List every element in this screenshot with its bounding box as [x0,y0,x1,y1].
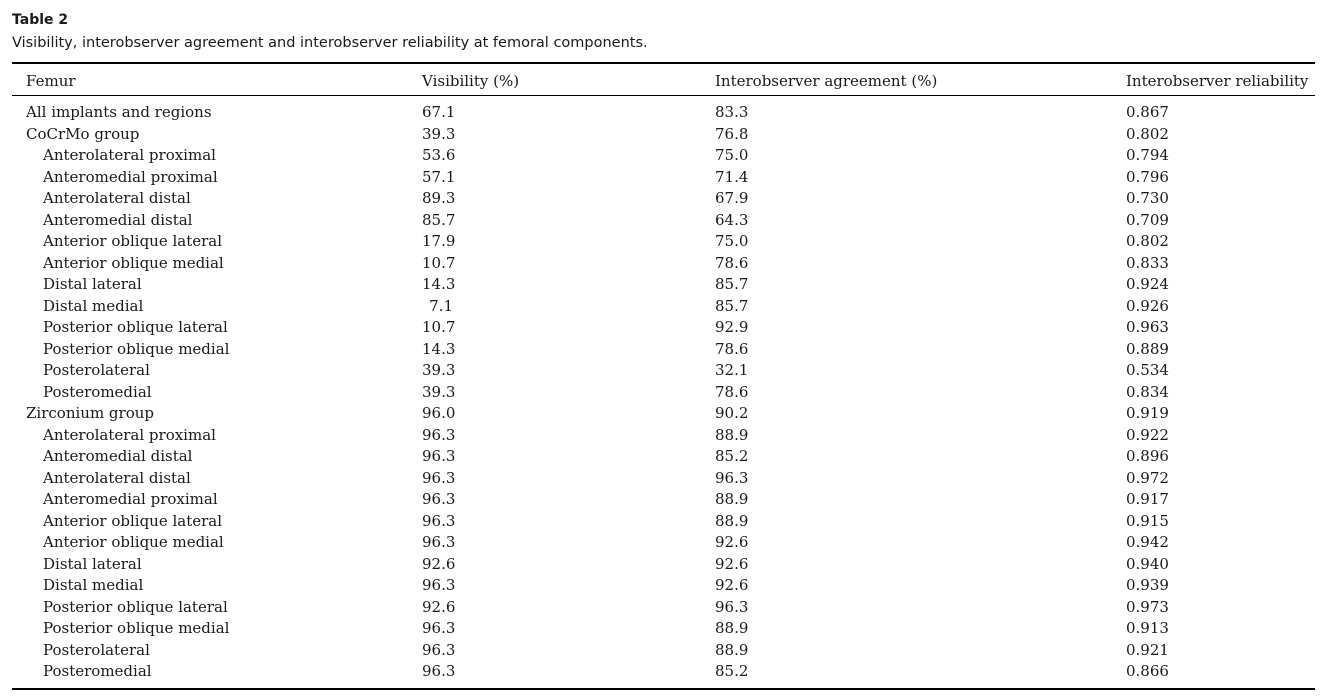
cell-region: Distal medial [43,296,144,315]
cell-visibility: 92.6 [422,597,456,616]
table-row [0,360,1328,382]
cell-agreement: 85.2 [715,447,749,465]
cell-agreement: 96.3 [715,597,749,616]
cell-agreement: 92.9 [715,318,749,336]
table-row [0,382,1328,404]
cell-visibility: 53.6 [422,146,456,164]
cell-region: Anteromedial distal [43,210,193,229]
cell-visibility: 17.9 [422,232,456,250]
cell-reliability: 0.802 [1126,232,1169,250]
cell-region: Distal lateral [43,554,142,573]
table-row [0,231,1328,253]
cell-region: Distal lateral [43,275,142,293]
cell-region: Posterior oblique medial [43,339,230,358]
cell-agreement: 78.6 [715,339,749,358]
cell-reliability: 0.921 [1126,640,1169,659]
table-row [0,597,1328,619]
table-row [0,188,1328,210]
cell-region: Anteromedial proximal [43,167,218,186]
cell-visibility: 96.3 [422,533,456,551]
cell-reliability: 0.972 [1126,468,1169,487]
cell-agreement: 64.3 [715,210,749,229]
cell-reliability: 0.922 [1126,425,1169,444]
cell-agreement: 76.8 [715,124,749,143]
cell-reliability: 0.973 [1126,597,1169,616]
cell-reliability: 0.919 [1126,404,1169,422]
cell-agreement: 92.6 [715,554,749,573]
cell-reliability: 0.802 [1126,124,1169,143]
table-row [0,167,1328,189]
table-row [0,661,1328,683]
cell-agreement: 88.9 [715,640,749,659]
cell-agreement: 78.6 [715,382,749,401]
cell-reliability: 0.834 [1126,382,1169,401]
cell-visibility: 96.3 [422,511,456,530]
cell-reliability: 0.866 [1126,662,1169,680]
cell-visibility: 10.7 [422,318,456,336]
cell-agreement: 83.3 [715,103,749,121]
cell-agreement: 67.9 [715,189,749,207]
cell-visibility: 39.3 [422,361,456,379]
cell-region: Anteromedial distal [43,447,193,465]
cell-visibility: 14.3 [422,339,456,358]
header-interobserver-reliability: Interobserver reliability [1126,72,1309,90]
cell-visibility: 96.3 [422,468,456,487]
cell-agreement: 90.2 [715,404,749,422]
cell-visibility: 96.3 [422,576,456,594]
table-row [0,274,1328,296]
cell-reliability: 0.940 [1126,554,1169,573]
cell-agreement: 96.3 [715,468,749,487]
cell-reliability: 0.896 [1126,447,1169,465]
cell-reliability: 0.917 [1126,490,1169,508]
cell-visibility: 67.1 [422,103,456,121]
cell-visibility: 96.3 [422,425,456,444]
cell-visibility: 7.1 [429,296,453,315]
cell-agreement: 75.0 [715,146,749,164]
cell-reliability: 0.796 [1126,167,1169,186]
cell-visibility: 92.6 [422,554,456,573]
cell-visibility: 96.3 [422,640,456,659]
cell-visibility: 39.3 [422,124,456,143]
cell-agreement: 85.7 [715,275,749,293]
cell-reliability: 0.924 [1126,275,1169,293]
table-row [0,640,1328,662]
table-row [0,575,1328,597]
table-header-rule [12,95,1315,96]
cell-agreement: 85.2 [715,662,749,680]
cell-visibility: 39.3 [422,382,456,401]
cell-region: Posteromedial [43,662,152,680]
table-row [0,403,1328,425]
table-top-rule [12,62,1315,64]
cell-agreement: 75.0 [715,232,749,250]
table-row [0,102,1328,124]
cell-reliability: 0.963 [1126,318,1169,336]
cell-region: Anterior oblique lateral [43,232,223,250]
header-visibility: Visibility (%) [422,72,520,90]
cell-visibility: 96.0 [422,404,456,422]
cell-region: Anteromedial proximal [43,490,218,508]
cell-visibility: 96.3 [422,447,456,465]
cell-region: Posteromedial [43,382,152,401]
cell-region: Distal medial [43,576,144,594]
cell-region: Anterolateral proximal [43,146,216,164]
table-body [0,102,1328,683]
cell-agreement: 32.1 [715,361,749,379]
cell-region: Zirconium group [26,404,154,422]
cell-reliability: 0.889 [1126,339,1169,358]
cell-visibility: 96.3 [422,490,456,508]
cell-visibility: 96.3 [422,662,456,680]
cell-reliability: 0.730 [1126,189,1169,207]
cell-region: Anterolateral distal [43,189,191,207]
cell-visibility: 57.1 [422,167,456,186]
cell-reliability: 0.926 [1126,296,1169,315]
table-row [0,210,1328,232]
cell-region: CoCrMo group [26,124,140,143]
header-femur: Femur [26,72,76,90]
table-row [0,145,1328,167]
table-row [0,618,1328,640]
table-row [0,554,1328,576]
table-row [0,253,1328,275]
table-row [0,489,1328,511]
header-interobserver-agreement: Interobserver agreement (%) [715,72,938,90]
table-header-row [0,70,1328,92]
cell-agreement: 88.9 [715,619,749,637]
cell-reliability: 0.794 [1126,146,1169,164]
cell-agreement: 71.4 [715,167,749,186]
table-bottom-rule [12,688,1315,690]
cell-visibility: 96.3 [422,619,456,637]
cell-region: Anterolateral distal [43,468,191,487]
cell-agreement: 88.9 [715,425,749,444]
cell-reliability: 0.534 [1126,361,1169,379]
cell-region: Posterior oblique medial [43,619,230,637]
cell-visibility: 14.3 [422,275,456,293]
cell-region: Posterolateral [43,361,150,379]
cell-region: Anterior oblique medial [43,253,224,272]
cell-region: Posterior oblique lateral [43,318,228,336]
cell-agreement: 92.6 [715,533,749,551]
cell-reliability: 0.915 [1126,511,1169,530]
table-caption: Visibility, interobserver agreement and interobserver reliability at femoral components. [12,35,648,51]
table-row [0,532,1328,554]
cell-agreement: 88.9 [715,490,749,508]
table-row [0,511,1328,533]
table-row [0,425,1328,447]
table-row [0,339,1328,361]
table-row [0,317,1328,339]
cell-agreement: 92.6 [715,576,749,594]
cell-agreement: 88.9 [715,511,749,530]
cell-visibility: 89.3 [422,189,456,207]
cell-reliability: 0.942 [1126,533,1169,551]
cell-region: Posterolateral [43,640,150,659]
table-row [0,296,1328,318]
cell-region: Anterolateral proximal [43,425,216,444]
cell-agreement: 85.7 [715,296,749,315]
table-row [0,124,1328,146]
cell-visibility: 85.7 [422,210,456,229]
cell-reliability: 0.867 [1126,103,1169,121]
table-label: Table 2 [12,12,69,28]
cell-agreement: 78.6 [715,253,749,272]
cell-reliability: 0.913 [1126,619,1169,637]
cell-region: All implants and regions [26,103,212,121]
cell-region: Posterior oblique lateral [43,597,228,616]
cell-reliability: 0.939 [1126,576,1169,594]
cell-reliability: 0.833 [1126,253,1169,272]
table-row [0,468,1328,490]
cell-region: Anterior oblique medial [43,533,224,551]
cell-reliability: 0.709 [1126,210,1169,229]
cell-visibility: 10.7 [422,253,456,272]
cell-region: Anterior oblique lateral [43,511,223,530]
table-row [0,446,1328,468]
